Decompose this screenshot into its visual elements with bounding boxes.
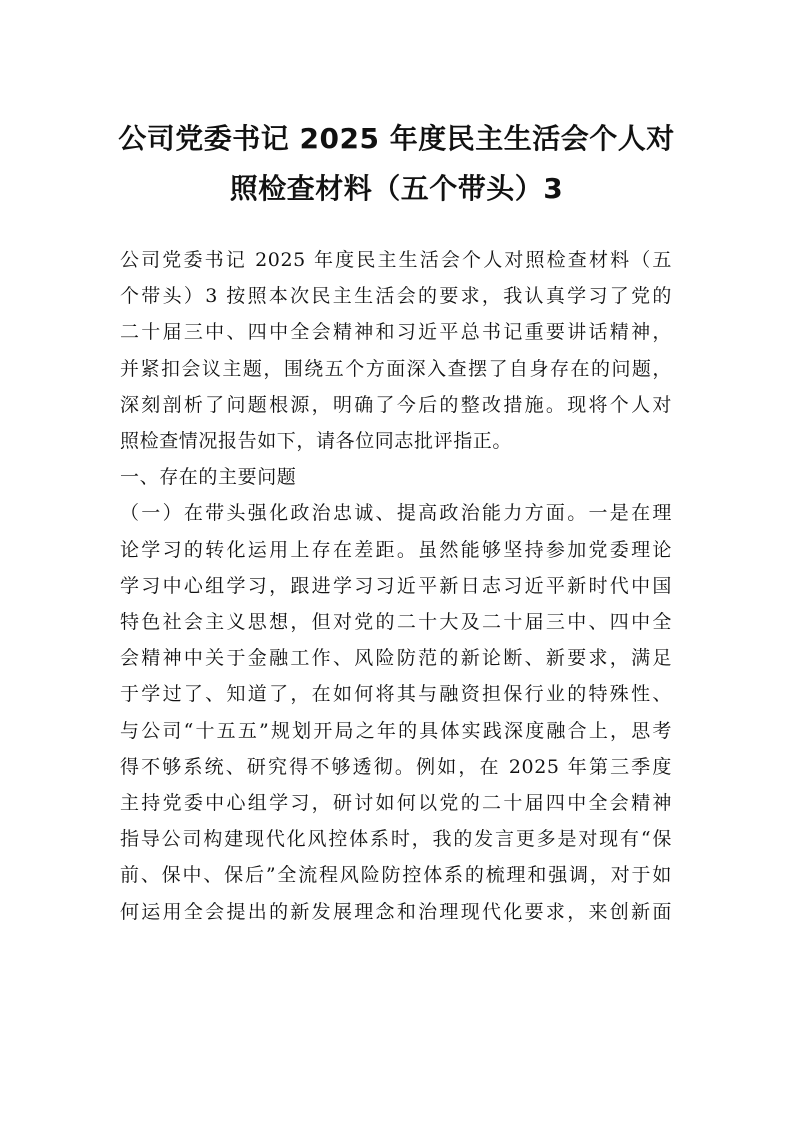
document-body <box>120 242 672 930</box>
body-line-17: 指导公司构建现代化风控体系时，我的发言更多是对现有“保 <box>120 828 672 851</box>
body-line-5: 深刻剖析了问题根源，明确了今后的整改措施。现将个人对 <box>120 393 672 416</box>
section-heading-1: 一、存在的主要问题 <box>120 466 297 489</box>
body-line-16: 主持党委中心组学习，研讨如何以党的二十届四中全会精神 <box>120 792 672 815</box>
body-line-13: 于学过了、知道了，在如何将其与融资担保行业的特殊性、 <box>120 683 672 706</box>
body-line-18: 前、保中、保后”全流程风险防控体系的梳理和强调，对于如 <box>120 864 672 887</box>
body-line-19: 何运用全会提出的新发展理念和治理现代化要求，来创新面 <box>120 900 672 923</box>
body-line-1: 公司党委书记 2025 年度民主生活会个人对照检查材料（五 <box>120 249 672 271</box>
body-line-4: 并紧扣会议主题，围绕五个方面深入查摆了自身存在的问题， <box>120 357 672 380</box>
title-line-1: 公司党委书记 2025 年度民主生活会个人对 <box>118 122 675 155</box>
title-line-2: 照检查材料（五个带头）3 <box>229 172 564 205</box>
body-line-12: 会精神中关于金融工作、风险防范的新论断、新要求，满足 <box>120 647 672 670</box>
body-line-15: 得不够系统、研究得不够透彻。例如，在 2025 年第三季度 <box>120 755 672 778</box>
document-title <box>100 114 693 214</box>
body-line-9: 论学习的转化运用上存在差距。虽然能够坚持参加党委理论 <box>120 538 672 561</box>
body-line-2: 个带头）3 按照本次民主生活会的要求，我认真学习了党的 <box>120 285 672 308</box>
body-line-3: 二十届三中、四中全会精神和习近平总书记重要讲话精神， <box>120 321 672 344</box>
body-line-14: 与公司“十五五”规划开局之年的具体实践深度融合上，思考 <box>120 719 672 742</box>
body-line-10: 学习中心组学习，跟进学习习近平新日志习近平新时代中国 <box>120 574 672 597</box>
body-line-8: （一）在带头强化政治忠诚、提高政治能力方面。一是在理 <box>120 502 672 525</box>
body-line-6: 照检查情况报告如下，请各位同志批评指正。 <box>120 430 513 453</box>
body-line-11: 特色社会主义思想，但对党的二十大及二十届三中、四中全 <box>120 611 672 634</box>
